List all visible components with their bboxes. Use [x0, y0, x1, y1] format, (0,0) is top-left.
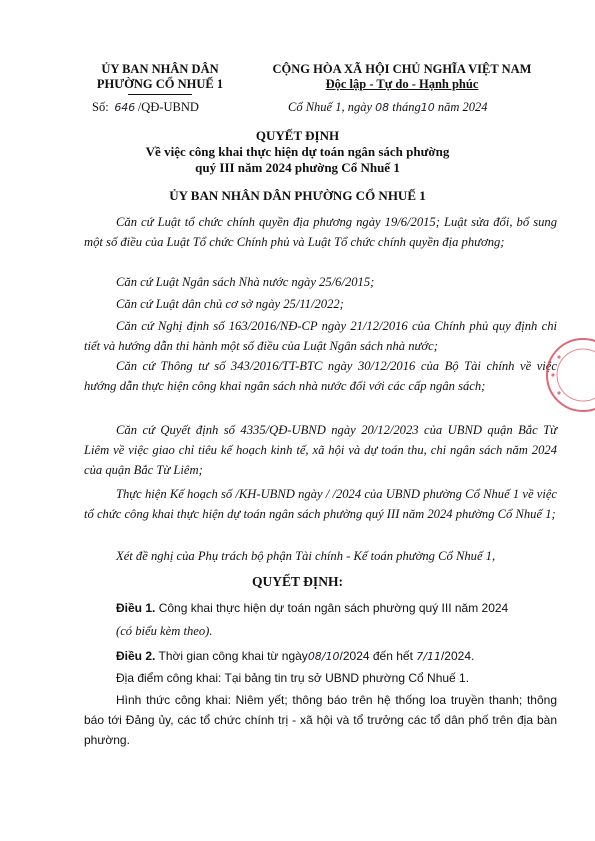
article-2-to: 7/11 [416, 650, 441, 663]
authority-title: ỦY BAN NHÂN DÂN PHƯỜNG CỔ NHUẾ 1 [169, 188, 426, 203]
preamble-8: Xét đề nghị của Phụ trách bộ phận Tài chính - Kế toán phường Cổ Nhuế 1, [116, 549, 496, 563]
national-motto: Độc lập - Tự do - Hạnh phúc [325, 77, 479, 91]
subject-line2: quý III năm 2024 phường Cổ Nhuế 1 [195, 160, 400, 175]
preamble-2: Căn cứ Luật Ngân sách Nhà nước ngày 25/6/2015; [116, 275, 375, 289]
article-1 [84, 598, 557, 618]
article-2-from: 08/10 [307, 650, 340, 663]
preamble-7: Thực hiện Kế hoạch số /KH-UBND ngày / /2024 của UBND phường Cổ Nhuế 1 về việc tổ chức công khai thực hiện dự toán ngân sách phường quý III năm 2024 phường Cổ Nhuế 1; [84, 487, 557, 521]
doc-type: QUYẾT ĐỊNH [255, 128, 340, 143]
date-suffix: năm 2024 [437, 100, 488, 114]
date-prefix: Cổ Nhuế 1, ngày [288, 100, 373, 114]
preamble-5: Căn cứ Thông tư số 343/2016/TT-BTC ngày 30/12/2016 của Bộ Tài chính về việc hướng dẫn thực hiện công khai ngân sách nhà nước đối với các cấp ngân sách; [84, 359, 557, 393]
preamble-4: Căn cứ Nghị định số 163/2016/NĐ-CP ngày 21/12/2016 của Chính phủ quy định chi tiết và hướng dẫn thi hành một số điều của Luật Ngân sách nhà nước; [84, 319, 557, 353]
issuer-line2: PHƯỜNG CỔ NHUẾ 1 [96, 77, 224, 91]
decision-heading: QUYẾT ĐỊNH: [252, 574, 343, 589]
article-2-form: Hình thức công khai: Niêm yết; thông báo trên hệ thống loa truyền thanh; thông báo tới Đảng ủy, các tổ chức chính trị - xã hội và tổ trưởng các tổ dân phố trên địa bàn phường. [84, 693, 557, 747]
preamble-1: Căn cứ Luật tổ chức chính quyền địa phương ngày 19/6/2015; Luật sửa đổi, bổ sung một số điều của Luật Tổ chức Chính phủ và Luật Tổ chức chính quyền địa phương; [84, 215, 557, 249]
national-title: CỘNG HÒA XÃ HỘI CHỦ NGHĨA VIỆT NAM [272, 62, 532, 76]
article-2-label: Điều 2. [116, 649, 156, 663]
preamble-3: Căn cứ Luật dân chủ cơ sở ngày 25/11/2022; [116, 297, 344, 311]
number-suffix: /QĐ-UBND [137, 100, 199, 114]
motto-block [252, 62, 552, 92]
number-prefix: Số: [92, 100, 109, 114]
article-2-text-c: /2024. [440, 649, 475, 663]
official-seal [535, 335, 595, 415]
document-number [92, 100, 199, 115]
preamble-6: Căn cứ Quyết định số 4335/QĐ-UBND ngày 20/12/2023 của UBND quận Bắc Từ Liêm về việc giao chỉ tiêu kế hoạch kinh tế, xã hội và dự toán thu, chi ngân sách năm 2024 của quận Bắc Từ Liêm; [84, 423, 557, 477]
article-2-text-b: /2024 đến hết [339, 649, 413, 663]
issuer-block [80, 62, 240, 92]
issuer-underline [128, 94, 192, 95]
document-date [288, 100, 488, 115]
date-month: 10 [420, 101, 435, 114]
article-2-place: Địa điểm công khai: Tại bảng tin trụ sở UBND phường Cổ Nhuế 1. [116, 671, 470, 685]
doc-subject [0, 144, 595, 176]
subject-line1: Về việc công khai thực hiện dự toán ngân sách phường [145, 144, 450, 159]
article-1-text: Công khai thực hiện dự toán ngân sách phường quý III năm 2024 [158, 601, 509, 615]
date-mid: tháng [392, 100, 421, 114]
article-2-text-a: Thời gian công khai từ ngày [158, 649, 308, 663]
date-day: 08 [375, 101, 390, 114]
article-1-note: (có biểu kèm theo). [116, 624, 213, 638]
issuer-line1: ỦY BAN NHÂN DÂN [101, 62, 219, 76]
number-handwritten: 646 [114, 101, 136, 114]
article-1-label: Điều 1. [116, 601, 156, 615]
article-2 [84, 646, 557, 667]
